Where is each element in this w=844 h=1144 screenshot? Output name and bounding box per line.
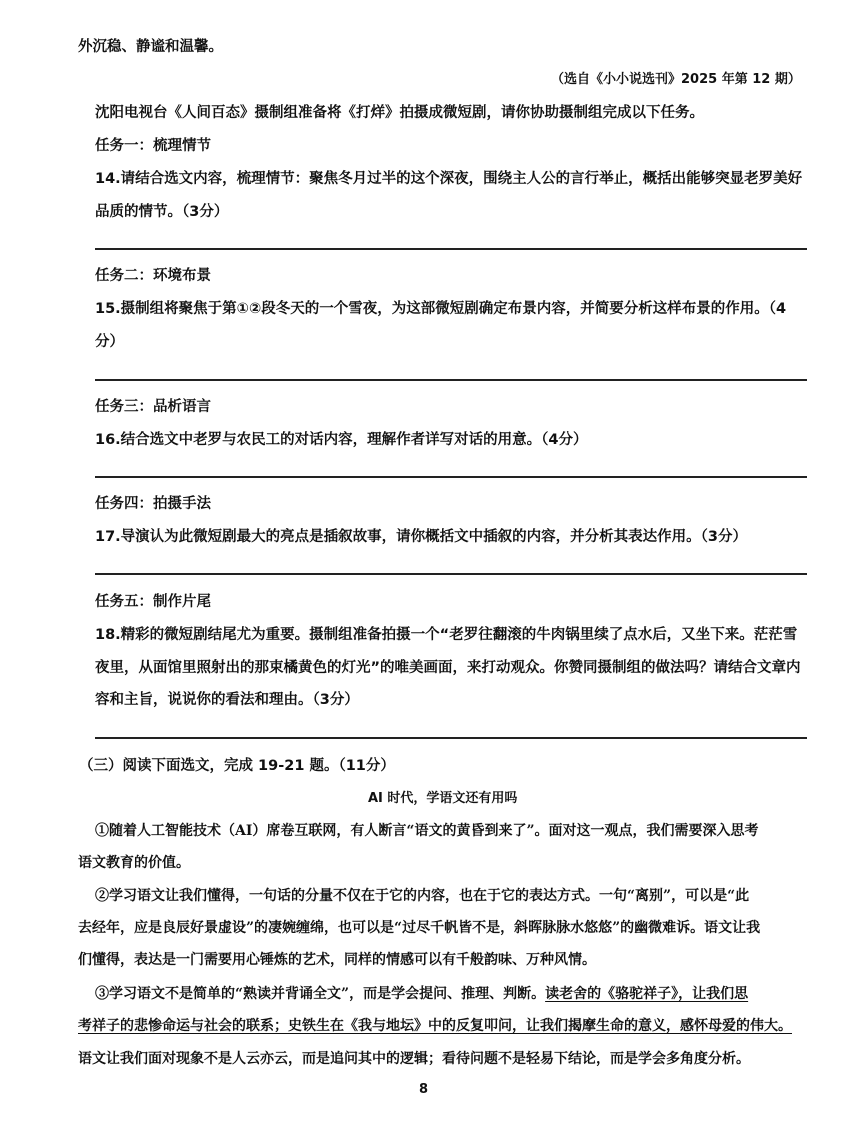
answer-line-17[interactable] bbox=[95, 573, 807, 575]
question-15-line1: 15.摄制组将聚焦于第①②段冬天的一个雪夜，为这部微短剧确定布景内容，并简要分析这样布景的作用。（4 bbox=[95, 301, 787, 317]
question-18-line2: 夜里，从面馆里照射出的那束橘黄色的灯光”的唯美画面，来打动观众。你赞同摄制组的做法吗？请结合文章内 bbox=[95, 660, 801, 676]
source-note: （选自《小小说选刊》2025 年第 12 期） bbox=[551, 72, 801, 87]
question-15-line2: 分） bbox=[95, 334, 124, 350]
question-18-line3: 容和主旨，说说你的看法和理由。（3分） bbox=[95, 692, 359, 708]
paragraph-3-line1 bbox=[95, 984, 748, 1004]
question-14-line1: 14.请结合选文内容，梳理情节：聚焦冬月过半的这个深夜，围绕主人公的言行举止，概括出能够突显老罗美好 bbox=[95, 171, 803, 187]
intro-text: 沈阳电视台《人间百态》摄制组准备将《打烊》拍摄成微短剧，请你协助摄制组完成以下任务。 bbox=[95, 105, 704, 121]
paragraph-3-line1-text: ③学习语文不是简单的“熟读并背诵全文”，而是学会提问、推理、判断。 bbox=[95, 986, 546, 1002]
answer-line-16[interactable] bbox=[95, 476, 807, 478]
task2-heading: 任务二：环境布景 bbox=[95, 268, 211, 284]
top-fragment: 外沉稳、静谧和温馨。 bbox=[78, 39, 223, 55]
paragraph-3-underlined-2: 考祥子的悲惨命运与社会的联系；史铁生在《我与地坛》中的反复叩问，让我们揭摩生命的意义，感怀母爱的伟大。 bbox=[78, 1018, 792, 1034]
question-17-line1: 17.导演认为此微短剧最大的亮点是插叙故事，请你概括文中插叙的内容，并分析其表达作用。（3分） bbox=[95, 529, 748, 545]
paragraph-2-line1: ②学习语文让我们懂得，一句话的分量不仅在于它的内容，也在于它的表达方式。一句“离别”，可以是“此 bbox=[95, 888, 750, 904]
paragraph-2-line2: 去经年，应是良辰好景虚设”的凄婉缠绵，也可以是“过尽千帆皆不是，斜晖脉脉水悠悠”的幽微难诉。语文让我 bbox=[78, 920, 761, 936]
paragraph-3-line3: 语文让我们面对现象不是人云亦云，而是追问其中的逻辑；看待问题不是轻易下结论，而是学会多角度分析。 bbox=[78, 1051, 750, 1067]
paragraph-3-underlined-1: 读老舍的《骆驼祥子》，让我们思 bbox=[545, 986, 749, 1002]
question-18-line1: 18.精彩的微短剧结尾尤为重要。摄制组准备拍摄一个“老罗往翻滚的牛肉锅里续了点水后，又坐下来。茫茫雪 bbox=[95, 627, 798, 643]
task3-heading: 任务三：品析语言 bbox=[95, 399, 211, 415]
answer-line-18[interactable] bbox=[95, 737, 807, 739]
question-16-line1: 16.结合选文中老罗与农民工的对话内容，理解作者详写对话的用意。（4分） bbox=[95, 432, 588, 448]
paragraph-2-line3: 们懂得，表达是一门需要用心锤炼的艺术，同样的情感可以有千般韵味、万种风情。 bbox=[78, 952, 596, 968]
question-14-line2: 品质的情节。（3分） bbox=[95, 204, 229, 220]
section3-heading: （三）阅读下面选文，完成 19-21 题。（11分） bbox=[79, 758, 395, 774]
article-title: AI 时代，学语文还有用吗 bbox=[368, 791, 518, 806]
task1-heading: 任务一：梳理情节 bbox=[95, 138, 211, 154]
paragraph-1-line1: ①随着人工智能技术（AI）席卷互联网，有人断言“语文的黄昏到来了”。面对这一观点，我们需要深入思考 bbox=[95, 823, 759, 839]
answer-line-15[interactable] bbox=[95, 379, 807, 381]
page-number: 8 bbox=[419, 1082, 429, 1097]
task4-heading: 任务四：拍摄手法 bbox=[95, 496, 211, 512]
paragraph-1-line2: 语文教育的价值。 bbox=[78, 855, 190, 871]
task5-heading: 任务五：制作片尾 bbox=[95, 594, 211, 610]
answer-line-14[interactable] bbox=[95, 248, 807, 250]
